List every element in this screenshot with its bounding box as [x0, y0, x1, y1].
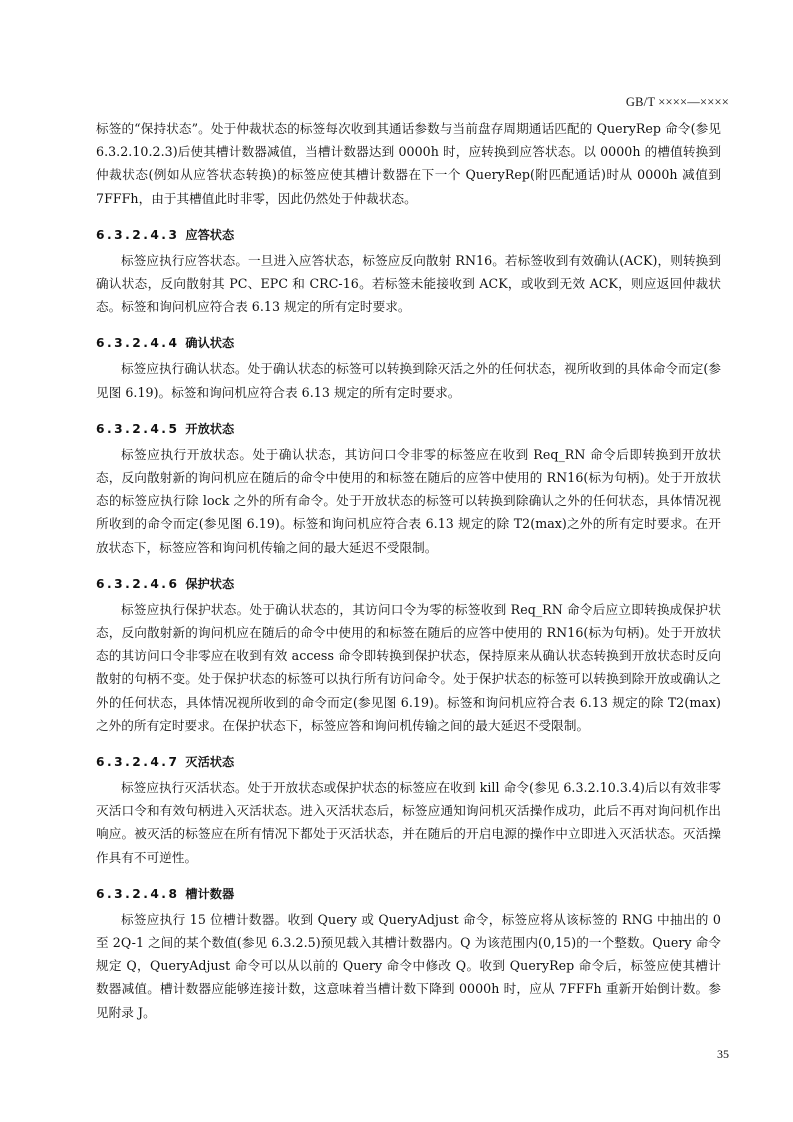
section-paragraph: 标签应执行开放状态。处于确认状态，其访问口令非零的标签应在收到 Req_RN 命令后即转换到开放状态，反向散射新的询问机应在随后的命令中使用的和标签在随后的应答中使用的 RN16(标为句柄)。处于开放状态的标签应执行除 lock 之外的所有命令。处于开放状态的标签可以转换到除确认之外的任何状态，具体情况视所收到的命令而定(参见图 6.19)。标签和询问机应符合表 6.13 规定的除 T2(max)之外的所有定时要求。在开放状态下，标签应答和询问机传输之间的最大延迟不受限制。 — [96, 446, 721, 555]
section-paragraph: 标签应执行确认状态。处于确认状态的标签可以转换到除灭活之外的任何状态，视所收到的具体命令而定(参见图 6.19)。标签和询问机应符合表 6.13 规定的所有定时要求。 — [96, 361, 721, 400]
section-heading — [96, 224, 721, 247]
section-title: 灭活状态 — [185, 755, 235, 770]
section-heading — [96, 751, 721, 774]
section-6-3-2-4-3 — [96, 224, 721, 319]
section-title: 槽计数器 — [185, 886, 235, 901]
page-number: 35 — [717, 1047, 729, 1061]
section-title: 保护状态 — [185, 576, 235, 591]
section-number: 6.3.2.4.3 — [96, 227, 180, 242]
section-number: 6.3.2.4.8 — [96, 886, 180, 901]
standard-code-header: GB/T ××××—×××× — [625, 95, 729, 109]
section-number: 6.3.2.4.5 — [96, 421, 180, 436]
section-heading — [96, 332, 721, 355]
section-title: 应答状态 — [185, 227, 235, 242]
page-content — [96, 117, 721, 1024]
section-title: 确认状态 — [185, 336, 235, 351]
section-6-3-2-4-5 — [96, 418, 721, 559]
section-number: 6.3.2.4.6 — [96, 576, 180, 591]
section-paragraph: 标签应执行保护状态。处于确认状态的，其访问口令为零的标签收到 Req_RN 命令后应立即转换成保护状态，反向散射新的询问机应在随后的命令中使用的和标签在随后的应答中使用的 RN16(标为句柄)。处于开放状态的其访问口令非零应在收到有效 access 命令即转换到保护状态，保持原来从确认状态转换到开放状态时反向散射的句柄不变。处于保护状态的标签可以执行所有访问命令。处于保护状态的标签可以转换到除开放或确认之外的任何状态，具体情况视所收到的命令而定(参见图 6.19)。标签和询问机应符合表 6.13 规定的除 T2(max)之外的所有定时要求。在保护状态下，标签应答和询问机传输之间的最大延迟不受限制。 — [96, 601, 721, 733]
section-6-3-2-4-7 — [96, 751, 721, 869]
section-paragraph: 标签应执行应答状态。一旦进入应答状态，标签应反向散射 RN16。若标签收到有效确认(ACK)，则转换到确认状态，反向散射其 PC、EPC 和 CRC-16。若标签未能接收到 ACK，或收到无效 ACK，则应返回仲裁状态。标签和询问机应符合表 6.13 规定的所有定时要求。 — [96, 252, 721, 315]
section-6-3-2-4-4 — [96, 332, 721, 403]
section-number: 6.3.2.4.7 — [96, 755, 180, 770]
section-heading — [96, 883, 721, 906]
intro-paragraph: 标签的“保持状态”。处于仲裁状态的标签每次收到其通话参数与当前盘存周期通话匹配的 QueryRep 命令(参见 6.3.2.10.2.3)后使其槽计数器减值，当槽计数器达到 0000h 时，应转换到应答状态。以 0000h 的槽值转换到仲裁状态(例如从应答状态转换)的标签应使其槽计数器在下一个 QueryRep(附匹配通话)时从 0000h 减值到 7FFFh，由于其槽值此时非零，因此仍然处于仲裁状态。 — [96, 121, 721, 206]
section-paragraph: 标签应执行 15 位槽计数器。收到 Query 或 QueryAdjust 命令，标签应将从该标签的 RNG 中抽出的 0 至 2Q-1 之间的某个数值(参见 6.3.2.5)预见载入其槽计数器内。Q 为该范围内(0,15)的一个整数。Query 命令规定 Q，QueryAdjust 命令可以从以前的 Query 命令中修改 Q。收到 QueryRep 命令后，标签应使其槽计数器减值。槽计数器应能够连接计数，这意味着当槽计数下降到 0000h 时，应从 7FFFh 重新开始倒计数。参见附录 J。 — [96, 911, 721, 1020]
section-paragraph: 标签应执行灭活状态。处于开放状态或保护状态的标签应在收到 kill 命令(参见 6.3.2.10.3.4)后以有效非零灭活口令和有效句柄进入灭活状态。进入灭活状态后，标签应通知询问机灭活操作成功，此后不再对询问机作出响应。被灭活的标签应在所有情况下都处于灭活状态，并在随后的开启电源的操作中立即进入灭活状态。灭活操作具有不可逆性。 — [96, 780, 721, 865]
section-6-3-2-4-6 — [96, 573, 721, 737]
section-6-3-2-4-8 — [96, 883, 721, 1024]
section-number: 6.3.2.4.4 — [96, 336, 180, 351]
section-title: 开放状态 — [185, 421, 235, 436]
section-heading — [96, 573, 721, 596]
section-heading — [96, 418, 721, 441]
